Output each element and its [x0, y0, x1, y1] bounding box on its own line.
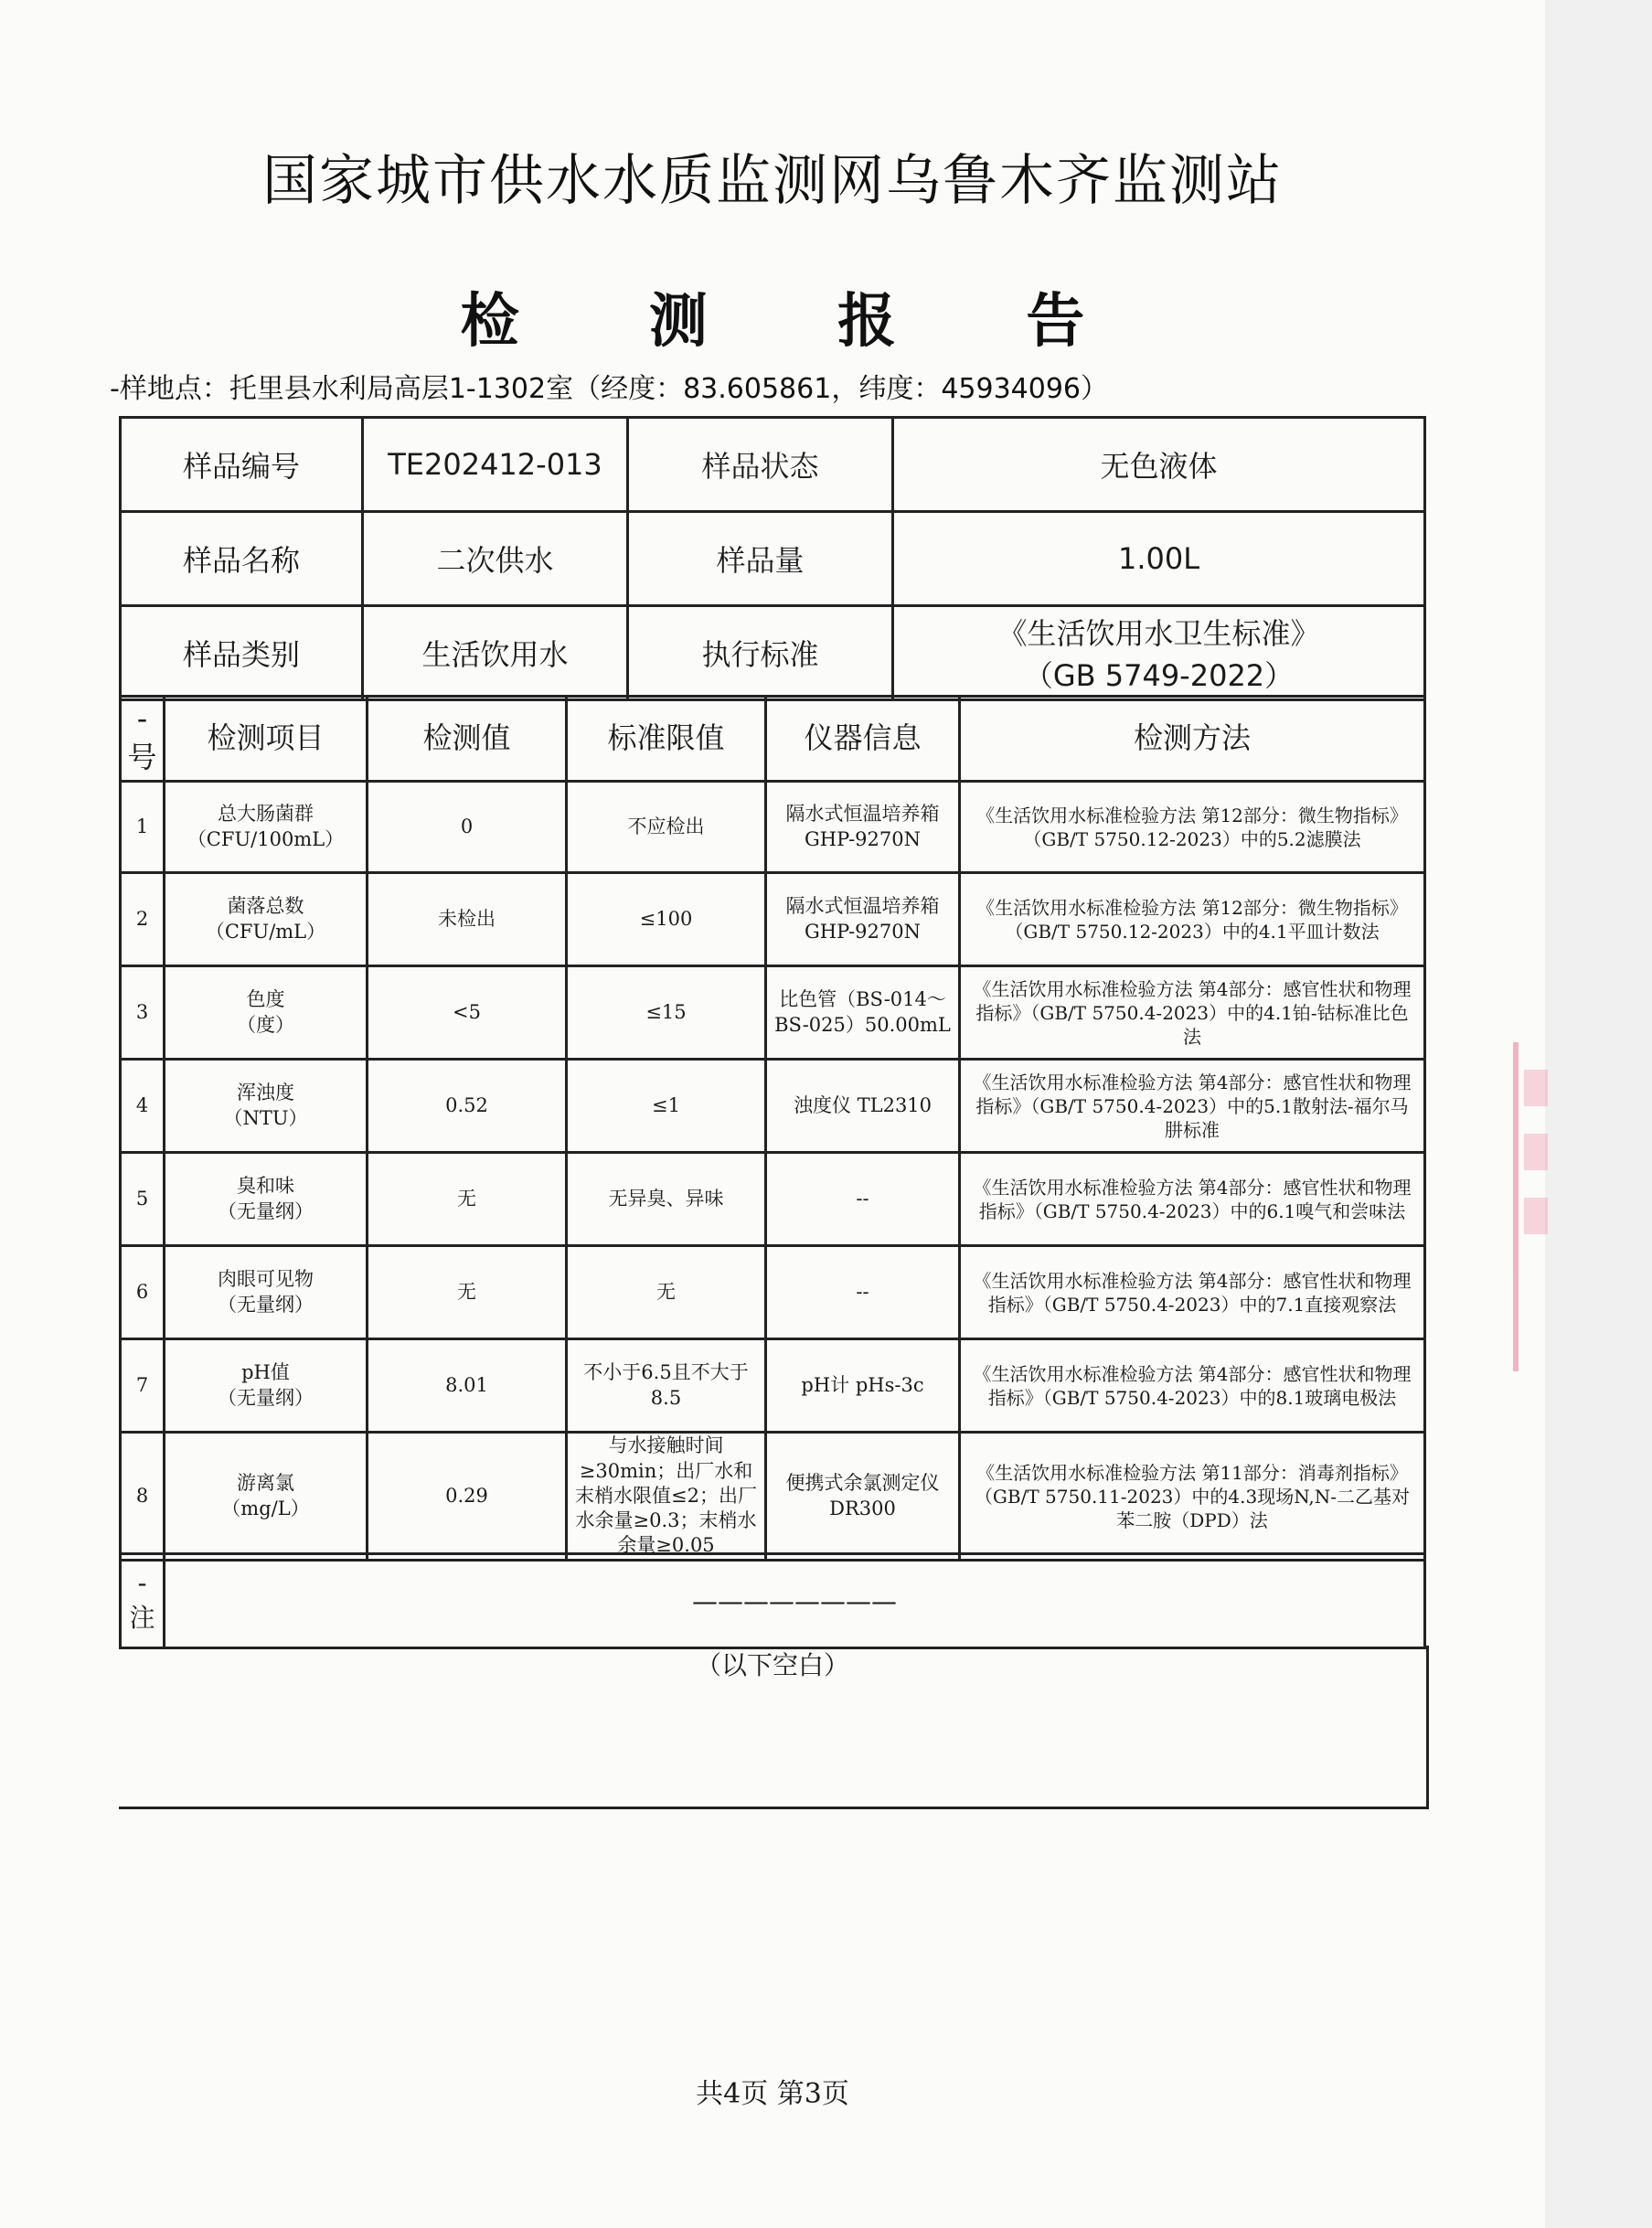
- sample-category-value: 生活饮用水: [363, 606, 628, 700]
- sample-no-label: 样品编号: [121, 418, 363, 512]
- item-unit: （度）: [237, 1013, 294, 1036]
- item-name: 浑浊度: [237, 1082, 294, 1104]
- blank-area: [119, 1646, 1429, 1809]
- row-instrument: --: [766, 1246, 960, 1339]
- sample-amount-value: 1.00L: [893, 512, 1425, 606]
- item-name: 总大肠菌群: [218, 803, 314, 826]
- sampling-location: -样地点：托里县水利局高层1-1302室（经度：83.605861，纬度：45934096）: [110, 373, 1109, 405]
- col-header-value: 检测值: [368, 697, 567, 782]
- item-name: 色度: [246, 988, 285, 1011]
- row-item: [165, 1433, 368, 1561]
- row-no: 6: [121, 1246, 165, 1339]
- info-row: [121, 418, 1425, 512]
- remark-row: [121, 1554, 1425, 1648]
- report-title: 检 测 报 告: [460, 288, 1140, 356]
- row-no: 4: [121, 1060, 165, 1153]
- row-value: 8.01: [368, 1339, 567, 1433]
- row-value: <5: [368, 966, 567, 1060]
- station-name: 国家城市供水水质监测网乌鲁木齐监测站: [262, 149, 1283, 213]
- scan-edge: [1545, 0, 1652, 2228]
- sample-category-label: 样品类别: [121, 606, 363, 700]
- row-instrument: 比色管（BS-014～BS-025）50.00mL: [766, 966, 960, 1060]
- row-method: 《生活饮用水标准检验方法 第4部分：感官性状和物理指标》（GB/T 5750.4-2023）中的7.1直接观察法: [960, 1246, 1425, 1339]
- row-method: 《生活饮用水标准检验方法 第11部分：消毒剂指标》（GB/T 5750.11-2023）中的4.3现场N,N-二乙基对苯二胺（DPD）法: [960, 1433, 1425, 1561]
- sample-amount-label: 样品量: [628, 512, 893, 606]
- row-instrument: --: [766, 1153, 960, 1246]
- item-unit: （mg/L）: [221, 1497, 310, 1519]
- row-instrument: 浊度仪 TL2310: [766, 1060, 960, 1153]
- row-limit: 与水接触时间≥30min；出厂水和末梢水限值≤2；出厂水余量≥0.3；末梢水余量≥0.05: [567, 1433, 766, 1561]
- standard-line-1: 《生活饮用水卫生标准》: [997, 616, 1320, 651]
- col-header-instrument: 仪器信息: [766, 697, 960, 782]
- table-row: [121, 1433, 1425, 1561]
- item-unit: （CFU/mL）: [205, 920, 326, 943]
- item-name: 菌落总数: [227, 895, 304, 918]
- col-header-no: -号: [121, 697, 165, 782]
- row-limit: 无: [567, 1246, 766, 1339]
- item-unit: （无量纲）: [218, 1386, 314, 1409]
- row-method: 《生活饮用水标准检验方法 第4部分：感官性状和物理指标》（GB/T 5750.4-2023）中的8.1玻璃电极法: [960, 1339, 1425, 1433]
- row-no: 7: [121, 1339, 165, 1433]
- item-unit: （无量纲）: [218, 1199, 314, 1222]
- sample-name-value: 二次供水: [363, 512, 628, 606]
- results-table: [119, 695, 1426, 1562]
- row-no: 3: [121, 966, 165, 1060]
- remark-value: ————————: [165, 1554, 1425, 1648]
- col-header-method: 检测方法: [960, 697, 1425, 782]
- row-value: 0: [368, 782, 567, 873]
- sample-info-table: [119, 416, 1426, 701]
- item-unit: （NTU）: [223, 1106, 308, 1129]
- row-no: 5: [121, 1153, 165, 1246]
- page-footer: 共4页 第3页: [696, 2078, 849, 2110]
- row-item: [165, 782, 368, 873]
- info-row: [121, 512, 1425, 606]
- row-item: [165, 1060, 368, 1153]
- table-row: [121, 1060, 1425, 1153]
- item-name: 臭和味: [237, 1175, 294, 1198]
- row-instrument: pH计 pHs-3c: [766, 1339, 960, 1433]
- row-instrument: 便携式余氯测定仪 DR300: [766, 1433, 960, 1561]
- row-item: [165, 1339, 368, 1433]
- seal-stamp-fragment: [1513, 1042, 1555, 1371]
- row-item: [165, 1153, 368, 1246]
- row-method: 《生活饮用水标准检验方法 第12部分：微生物指标》（GB/T 5750.12-2023）中的4.1平皿计数法: [960, 873, 1425, 966]
- item-unit: （CFU/100mL）: [187, 827, 345, 850]
- row-item: [165, 873, 368, 966]
- row-no: 8: [121, 1433, 165, 1561]
- sample-name-label: 样品名称: [121, 512, 363, 606]
- row-limit: ≤100: [567, 873, 766, 966]
- row-method: 《生活饮用水标准检验方法 第4部分：感官性状和物理指标》（GB/T 5750.4-2023）中的6.1嗅气和尝味法: [960, 1153, 1425, 1246]
- row-instrument: 隔水式恒温培养箱 GHP-9270N: [766, 873, 960, 966]
- info-row: [121, 606, 1425, 700]
- row-item: [165, 1246, 368, 1339]
- col-header-item: 检测项目: [165, 697, 368, 782]
- col-header-limit: 标准限值: [567, 697, 766, 782]
- row-limit: ≤1: [567, 1060, 766, 1153]
- row-value: 0.52: [368, 1060, 567, 1153]
- row-no: 2: [121, 873, 165, 966]
- row-method: 《生活饮用水标准检验方法 第4部分：感官性状和物理指标》（GB/T 5750.4-2023）中的5.1散射法-福尔马肼标准: [960, 1060, 1425, 1153]
- item-name: 游离氯: [237, 1472, 294, 1495]
- standard-value: [893, 606, 1425, 700]
- standard-label: 执行标准: [628, 606, 893, 700]
- row-value: 未检出: [368, 873, 567, 966]
- sample-no-value: TE202412-013: [363, 418, 628, 512]
- row-instrument: 隔水式恒温培养箱 GHP-9270N: [766, 782, 960, 873]
- table-row: [121, 1246, 1425, 1339]
- row-limit: 不应检出: [567, 782, 766, 873]
- table-row: [121, 966, 1425, 1060]
- blank-note: （以下空白）: [695, 1650, 849, 1680]
- row-item: [165, 966, 368, 1060]
- row-value: 0.29: [368, 1433, 567, 1561]
- row-limit: 无异臭、异味: [567, 1153, 766, 1246]
- remark-label: -注: [121, 1554, 165, 1648]
- results-header-row: [121, 697, 1425, 782]
- table-row: [121, 1153, 1425, 1246]
- row-method: 《生活饮用水标准检验方法 第12部分：微生物指标》（GB/T 5750.12-2023）中的5.2滤膜法: [960, 782, 1425, 873]
- sample-state-label: 样品状态: [628, 418, 893, 512]
- standard-line-2: （GB 5749-2022）: [1023, 658, 1295, 693]
- row-limit: 不小于6.5且不大于8.5: [567, 1339, 766, 1433]
- item-unit: （无量纲）: [218, 1293, 314, 1316]
- row-method: 《生活饮用水标准检验方法 第4部分：感官性状和物理指标》（GB/T 5750.4-2023）中的4.1铂-钴标准比色法: [960, 966, 1425, 1060]
- table-row: [121, 782, 1425, 873]
- row-value: 无: [368, 1153, 567, 1246]
- row-limit: ≤15: [567, 966, 766, 1060]
- row-value: 无: [368, 1246, 567, 1339]
- table-row: [121, 873, 1425, 966]
- row-no: 1: [121, 782, 165, 873]
- item-name: 肉眼可见物: [218, 1268, 314, 1291]
- item-name: pH值: [241, 1361, 290, 1384]
- sample-state-value: 无色液体: [893, 418, 1425, 512]
- table-row: [121, 1339, 1425, 1433]
- remark-table: [119, 1552, 1426, 1649]
